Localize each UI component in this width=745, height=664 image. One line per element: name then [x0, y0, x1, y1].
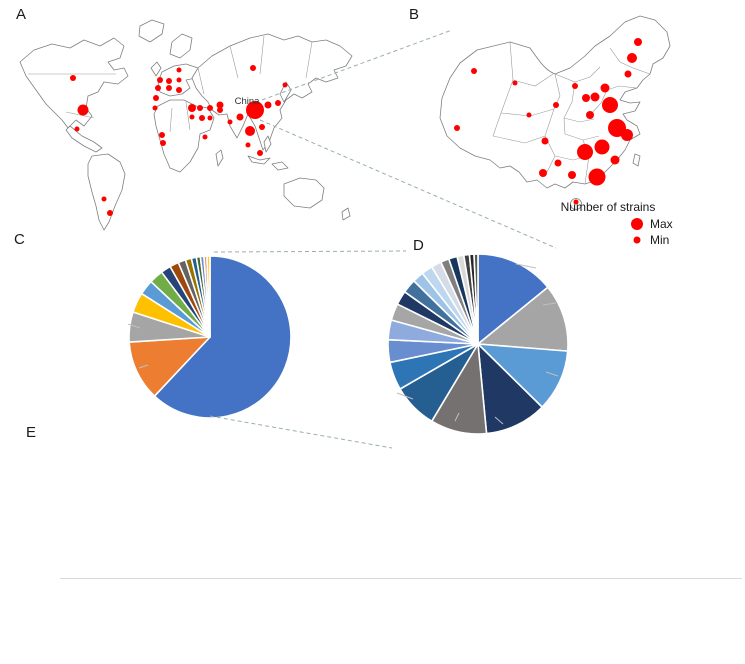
strain-dot — [257, 150, 263, 156]
strain-dot — [70, 75, 76, 81]
province-pie-chart — [386, 252, 572, 438]
strain-dot — [602, 97, 618, 113]
strain-dot — [176, 87, 182, 93]
bar-chart-x-axis — [66, 582, 740, 648]
strain-dot — [246, 143, 251, 148]
strain-dot — [188, 104, 196, 112]
strain-dot — [454, 125, 460, 131]
bar-chart-baseline — [60, 578, 742, 579]
strain-dot — [203, 135, 208, 140]
strain-dot — [265, 102, 272, 109]
strain-dot — [471, 68, 477, 74]
strain-dot — [595, 140, 610, 155]
bar-chart-plot — [66, 450, 740, 578]
strain-dot — [555, 160, 562, 167]
strain-dot — [572, 83, 578, 89]
strain-dot — [568, 171, 576, 179]
panel-label-b: B — [409, 6, 420, 23]
strain-dot — [259, 124, 265, 130]
strain-dot — [553, 102, 559, 108]
strain-dot — [207, 105, 213, 111]
strain-dot — [283, 83, 288, 88]
strain-dot — [237, 114, 244, 121]
strain-dot — [78, 105, 89, 116]
strain-dot — [539, 169, 547, 177]
strain-dot — [217, 107, 223, 113]
strain-dot — [627, 53, 637, 63]
panel-label-d: D — [413, 237, 424, 254]
strain-dot — [199, 115, 205, 121]
country-pie-chart — [126, 253, 296, 423]
strain-dot — [527, 113, 532, 118]
strain-dot — [102, 197, 107, 202]
strain-dot — [153, 95, 159, 101]
zoom-connector-c-d-top — [214, 251, 406, 252]
strain-dot — [177, 68, 182, 73]
strain-dot — [228, 120, 233, 125]
china-map — [413, 8, 745, 255]
strain-dot — [166, 78, 172, 84]
world-map — [12, 16, 384, 234]
strain-dot — [250, 65, 256, 71]
world-outlines — [20, 20, 352, 230]
strain-dot — [582, 94, 590, 102]
strain-dot — [208, 116, 213, 121]
strain-dot — [591, 93, 600, 102]
strain-dot — [577, 144, 593, 160]
strain-dot — [190, 115, 195, 120]
strain-dot — [589, 169, 606, 186]
strain-legend-min-dot — [634, 237, 641, 244]
strain-legend-min-label: Min — [650, 233, 670, 247]
panel-label-a: A — [16, 6, 27, 23]
strain-legend-max-label: Max — [650, 217, 673, 231]
strain-dot — [159, 132, 165, 138]
panel-label-e: E — [26, 424, 37, 441]
strain-dot — [160, 140, 166, 146]
strain-dot — [625, 71, 632, 78]
strain-dot — [513, 81, 518, 86]
strain-dot — [245, 126, 255, 136]
strain-dot — [611, 156, 620, 165]
strain-dot — [155, 85, 161, 91]
strain-dot — [601, 84, 610, 93]
strain-dot — [75, 127, 80, 132]
strain-dot — [153, 106, 158, 111]
strain-dot — [542, 138, 549, 145]
strain-dot — [621, 129, 633, 141]
strain-dot — [177, 78, 182, 83]
strain-dot — [107, 210, 113, 216]
panel-label-c: C — [14, 231, 25, 248]
strain-dot — [634, 38, 642, 46]
strain-dot — [197, 105, 203, 111]
strain-dot — [275, 100, 281, 106]
world-china-label: China — [234, 96, 260, 107]
strain-dot — [586, 111, 594, 119]
strain-dot — [157, 77, 163, 83]
strain-dot — [166, 85, 172, 91]
strain-legend-title: Number of strains — [560, 200, 656, 214]
strain-legend-max-dot — [631, 218, 643, 230]
